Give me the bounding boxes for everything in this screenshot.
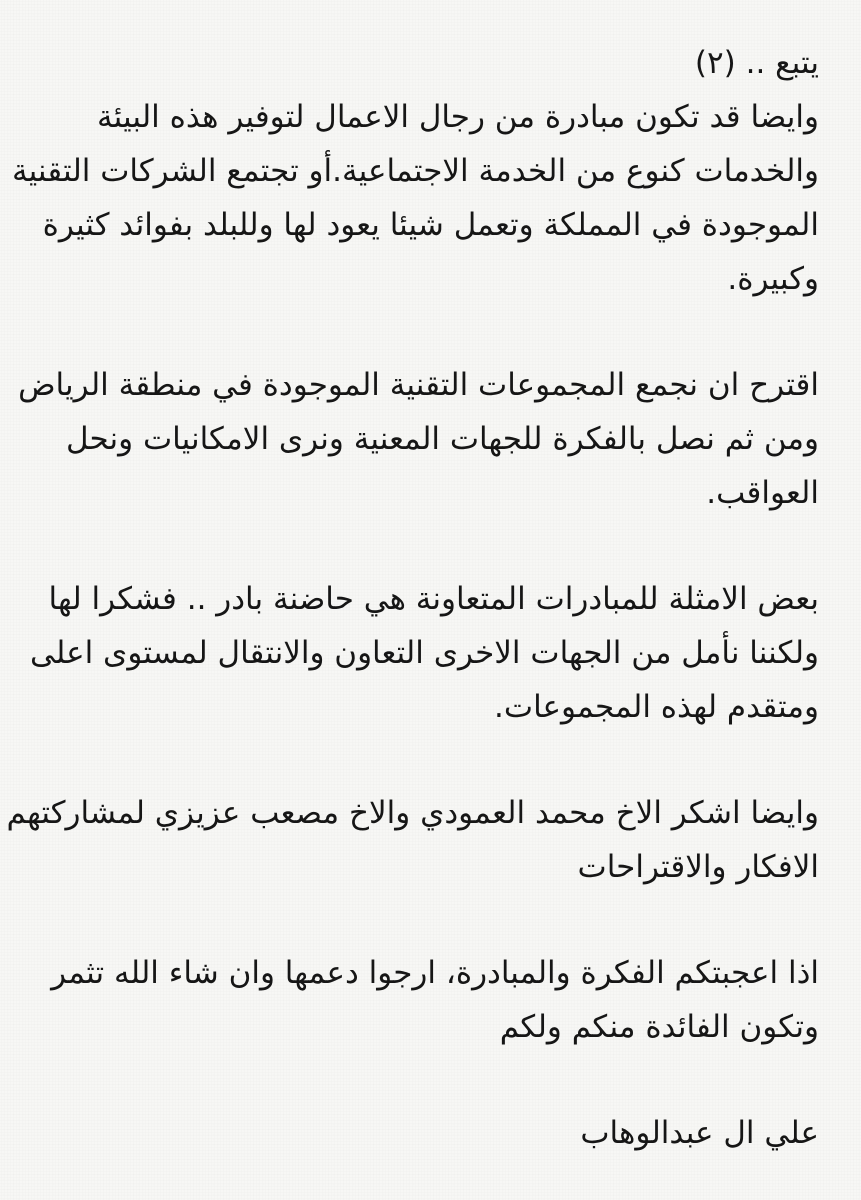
paragraph-thanks bbox=[6, 786, 819, 894]
paragraph-line: وكبيرة. bbox=[727, 261, 819, 297]
paragraph-line: اقترح ان نجمع المجموعات التقنية الموجودة في منطقة الرياض bbox=[18, 367, 819, 403]
paragraph-line: وايضا اشكر الاخ محمد العمودي والاخ مصعب عزيزي لمشاركتهم bbox=[6, 795, 819, 831]
paragraph-line: وتكون الفائدة منكم ولكم bbox=[499, 1009, 819, 1045]
paragraph-examples bbox=[29, 572, 819, 734]
paragraph-line: الموجودة في المملكة وتعمل شيئا يعود لها وللبلد بفوائد كثيرة bbox=[42, 207, 819, 243]
paragraph-line: بعض الامثلة للمبادرات المتعاونة هي حاضنة بادر .. فشكرا لها bbox=[48, 581, 819, 617]
paragraph-support bbox=[34, 946, 819, 1054]
paragraph-line: ومتقدم لهذه المجموعات. bbox=[494, 689, 819, 725]
paragraph-line: اذا اعجبتكم الفكرة والمبادرة، ارجوا دعمها وان شاء الله تثمر bbox=[51, 955, 819, 991]
paragraph-line: ومن ثم نصل بالفكرة للجهات المعنية ونرى الامكانيات ونحل bbox=[66, 421, 819, 457]
signature: علي ال عبدالوهاب bbox=[580, 1115, 819, 1151]
paragraph-suggestion bbox=[18, 358, 819, 520]
paragraph-line: ولكننا نأمل من الجهات الاخرى التعاون والانتقال لمستوى اعلى bbox=[29, 635, 819, 671]
paragraph-line: الافكار والاقتراحات bbox=[577, 849, 819, 885]
paragraph-line: العواقب. bbox=[706, 475, 819, 511]
paragraph-line: والخدمات كنوع من الخدمة الاجتماعية.أو تجتمع الشركات التقنية bbox=[11, 153, 819, 189]
continuation-header: يتبع .. (٢) bbox=[694, 45, 819, 81]
note-body-first bbox=[11, 36, 819, 306]
paragraph-line: وايضا قد تكون مبادرة من رجال الاعمال لتوفير هذه البيئة bbox=[97, 99, 819, 135]
